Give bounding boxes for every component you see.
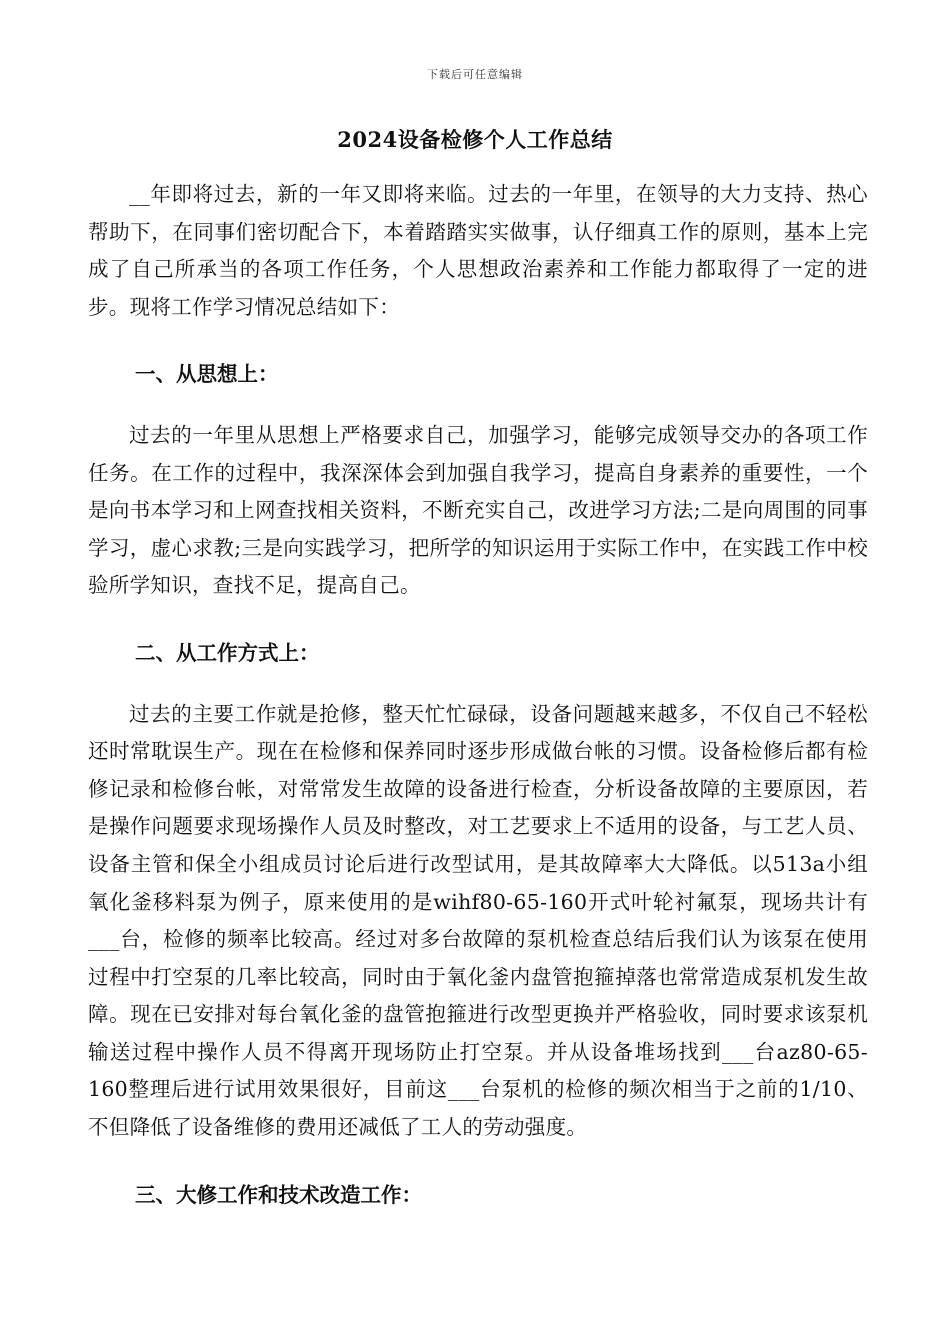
- section-paragraph-work-method: 过去的主要工作就是抢修，整天忙忙碌碌，设备问题越来越多，不仅自己不轻松还时常耽误生产。现在在检修和保养同时逐步形成做台帐的习惯。设备检修后都有检修记录和检修台帐，对常常发生故障的设备进行检查，分析设备故障的主要原因，若是操作问题要求现场操作人员及时整改，对工艺要求上不适用的设备，与工艺人员、设备主管和保全小组成员讨论后进行改型试用，是其故障率大大降低。以513a小组氧化釜移料泵为例子，原来使用的是wihf80-65-160开式叶轮衬氟泵，现场共计有___台，检修的频率比较高。经过对多台故障的泵机检查总结后我们认为该泵在使用过程中打空泵的几率比较高，同时由于氧化釜内盘管抱箍掉落也常常造成泵机发生故障。现在已安排对每台氧化釜的盘管抱箍进行改型更换并严格验收，同时要求该泵机输送过程中操作人员不得离开现场防止打空泵。并从设备堆场找到___台az80-65-160整理后进行试用效果很好，目前这___台泵机的检修的频次相当于之前的1/10、不但降低了设备维修的费用还减低了工人的劳动强度。: [88, 701, 868, 1140]
- header-note: 下载后可任意编辑: [427, 68, 523, 81]
- document-title: 2024设备检修个人工作总结: [337, 127, 613, 152]
- section-heading-thought: 一、从思想上：: [135, 362, 279, 387]
- section-heading-work-method: 二、从工作方式上：: [135, 640, 320, 665]
- intro-paragraph: __年即将过去，新的一年又即将来临。过去的一年里，在领导的大力支持、热心帮助下，在同事们密切配合下，本着踏踏实实做事，认仔细真工作的原则，基本上完成了自己所承当的各项工作任务，个人思想政治素养和工作能力都取得了一定的进步。现将工作学习情况总结如下：: [88, 182, 868, 319]
- section-heading-overhaul: 三、大修工作和技术改造工作：: [135, 1182, 422, 1207]
- document-body: [88, 176, 868, 1214]
- section-paragraph-thought: 过去的一年里从思想上严格要求自己，加强学习，能够完成领导交办的各项工作任务。在工作的过程中，我深深体会到加强自我学习，提高自身素养的重要性，一个是向书本学习和上网查找相关资料，不断充实自己，改进学习方法;二是向周围的同事学习，虚心求教;三是向实践学习，把所学的知识运用于实际工作中，在实践工作中校验所学知识，查找不足，提高自己。: [88, 422, 868, 598]
